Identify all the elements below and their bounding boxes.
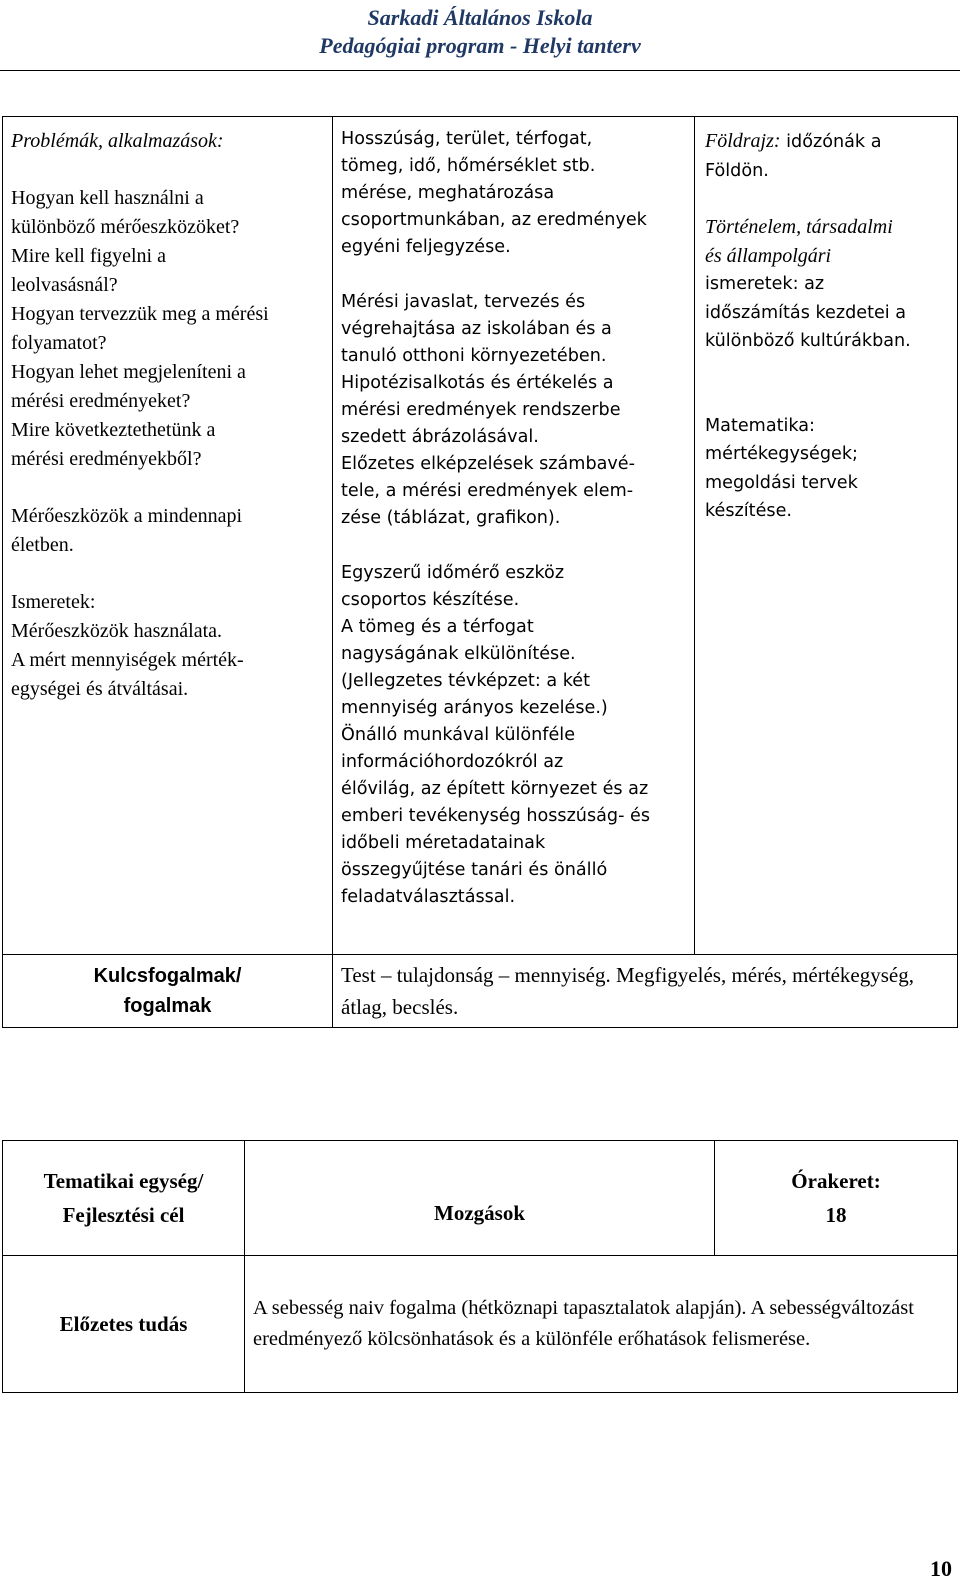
activity-line: időbeli méretadatainak	[341, 833, 546, 853]
activity-line: feladatválasztással.	[341, 887, 516, 907]
history-label: Történelem, társadalmi	[705, 216, 893, 238]
page-header	[0, 4, 960, 60]
activity-line: mérési eredmények rendszerbe	[341, 400, 621, 420]
activity-line: Hosszúság, terület, térfogat,	[341, 129, 593, 149]
problems-line: Hogyan lehet megjeleníteni a	[11, 361, 246, 383]
geography-line	[705, 127, 951, 157]
activity-line: A tömeg és a térfogat	[341, 617, 534, 637]
daily-line: életben.	[11, 534, 74, 556]
activity-line: csoportmunkában, az eredmények	[341, 210, 647, 230]
activity-line: Egyszerű időmérő eszköz	[341, 563, 565, 583]
activity-line: szedett ábrázolásával.	[341, 427, 539, 447]
problems-cell	[3, 117, 333, 955]
keywords-label: Kulcsfogalmak/	[93, 965, 242, 987]
activity-line: Előzetes elképzelések számbavé-	[341, 454, 635, 474]
activity-line: (Jellegzetes tévképzet: a két	[341, 671, 591, 691]
activity-line: Hipotézisalkotás és értékelés a	[341, 373, 614, 393]
problems-line: Mire kell figyelni a	[11, 245, 166, 267]
history-line: ismeretek: az	[705, 274, 825, 294]
unit-title: Mozgások	[245, 1141, 715, 1256]
hours-value: 18	[825, 1203, 847, 1227]
activity-line: nagyságának elkülönítése.	[341, 644, 576, 664]
activity-line: élővilág, az épített környezet és az	[341, 779, 649, 799]
problems-line: Mire következtethetünk a	[11, 419, 216, 441]
problems-line: mérési eredményekből?	[11, 448, 202, 470]
knowledge-line: A mért mennyiségek mérték-	[11, 649, 244, 671]
math-line: készítése.	[705, 501, 792, 521]
activity-line: csoportos készítése.	[341, 590, 520, 610]
activity-line: információhordozókról az	[341, 752, 564, 772]
activity-line: emberi tevékenység hosszúság- és	[341, 806, 651, 826]
knowledge-title: Ismeretek:	[11, 591, 96, 613]
activity-line: tömeg, idő, hőmérséklet stb.	[341, 156, 596, 176]
problems-line: Hogyan tervezzük meg a mérési	[11, 303, 269, 325]
history-line: időszámítás kezdetei a	[705, 302, 907, 323]
unit-table	[2, 1140, 958, 1393]
school-name: Sarkadi Általános Iskola	[367, 5, 593, 30]
problems-line: mérési eredményeket?	[11, 390, 191, 412]
page-number: 10	[930, 1556, 952, 1581]
prior-text: A sebesség naiv fogalma (hétköznapi tapasztalatok alapján). A sebességváltozást eredményező kölcsönhatások és a különféle erőhatások felismerése.	[245, 1256, 958, 1393]
geography-label: Földrajz:	[705, 130, 781, 152]
unit-label: Tematikai egység/	[43, 1169, 204, 1193]
prior-label: Előzetes tudás	[3, 1256, 245, 1393]
activity-line: egyéni feljegyzése.	[341, 237, 511, 257]
problems-title: Problémák, alkalmazások:	[11, 130, 224, 152]
activity-line: tele, a mérési eredmények elem-	[341, 481, 634, 501]
header-divider	[0, 70, 960, 71]
activity-line: mennyiség arányos kezelése.)	[341, 698, 608, 718]
activity-line: végrehajtása az iskolában és a	[341, 319, 612, 339]
hours-cell	[715, 1141, 958, 1256]
history-line: különböző kultúrákban.	[705, 331, 911, 351]
history-label-2: és állampolgári	[705, 244, 832, 267]
problems-line: különböző mérőeszközöket?	[11, 216, 240, 238]
keywords-text: Test – tulajdonság – mennyiség. Megfigyelés, mérés, mértékegység, átlag, becslés.	[333, 955, 958, 1028]
unit-label-cell	[3, 1141, 245, 1256]
curriculum-table	[2, 116, 958, 1028]
problems-line: leolvasásnál?	[11, 274, 118, 296]
problems-line: Hogyan kell használni a	[11, 187, 204, 209]
activity-line: összegyűjtése tanári és önálló	[341, 860, 608, 880]
daily-line: Mérőeszközök a mindennapi	[11, 505, 243, 527]
math-line: megoldási tervek	[705, 472, 858, 493]
activity-line: tanuló otthoni környezetében.	[341, 346, 607, 366]
geography-text: időzónák a	[780, 132, 882, 152]
activity-line: mérése, meghatározása	[341, 183, 555, 203]
keywords-label-cell	[3, 955, 333, 1028]
knowledge-line: Mérőeszközök használata.	[11, 620, 223, 642]
activity-line: Önálló munkával különféle	[341, 725, 576, 745]
keywords-label-2: fogalmak	[123, 995, 212, 1017]
geography-text-2: Földön.	[705, 160, 769, 181]
unit-label-2: Fejlesztési cél	[62, 1203, 185, 1227]
math-label: Matematika:	[705, 415, 815, 436]
document-title: Pedagógiai program - Helyi tanterv	[319, 33, 641, 58]
knowledge-line: egységei és átváltásai.	[11, 678, 189, 700]
connections-cell	[695, 117, 958, 955]
math-line: mértékegységek;	[705, 444, 858, 464]
activity-line: Mérési javaslat, tervezés és	[341, 292, 586, 312]
hours-label: Órakeret:	[791, 1169, 881, 1193]
activities-cell	[333, 117, 695, 955]
problems-line: folyamatot?	[11, 332, 107, 354]
activity-line: zése (táblázat, grafikon).	[341, 508, 561, 528]
